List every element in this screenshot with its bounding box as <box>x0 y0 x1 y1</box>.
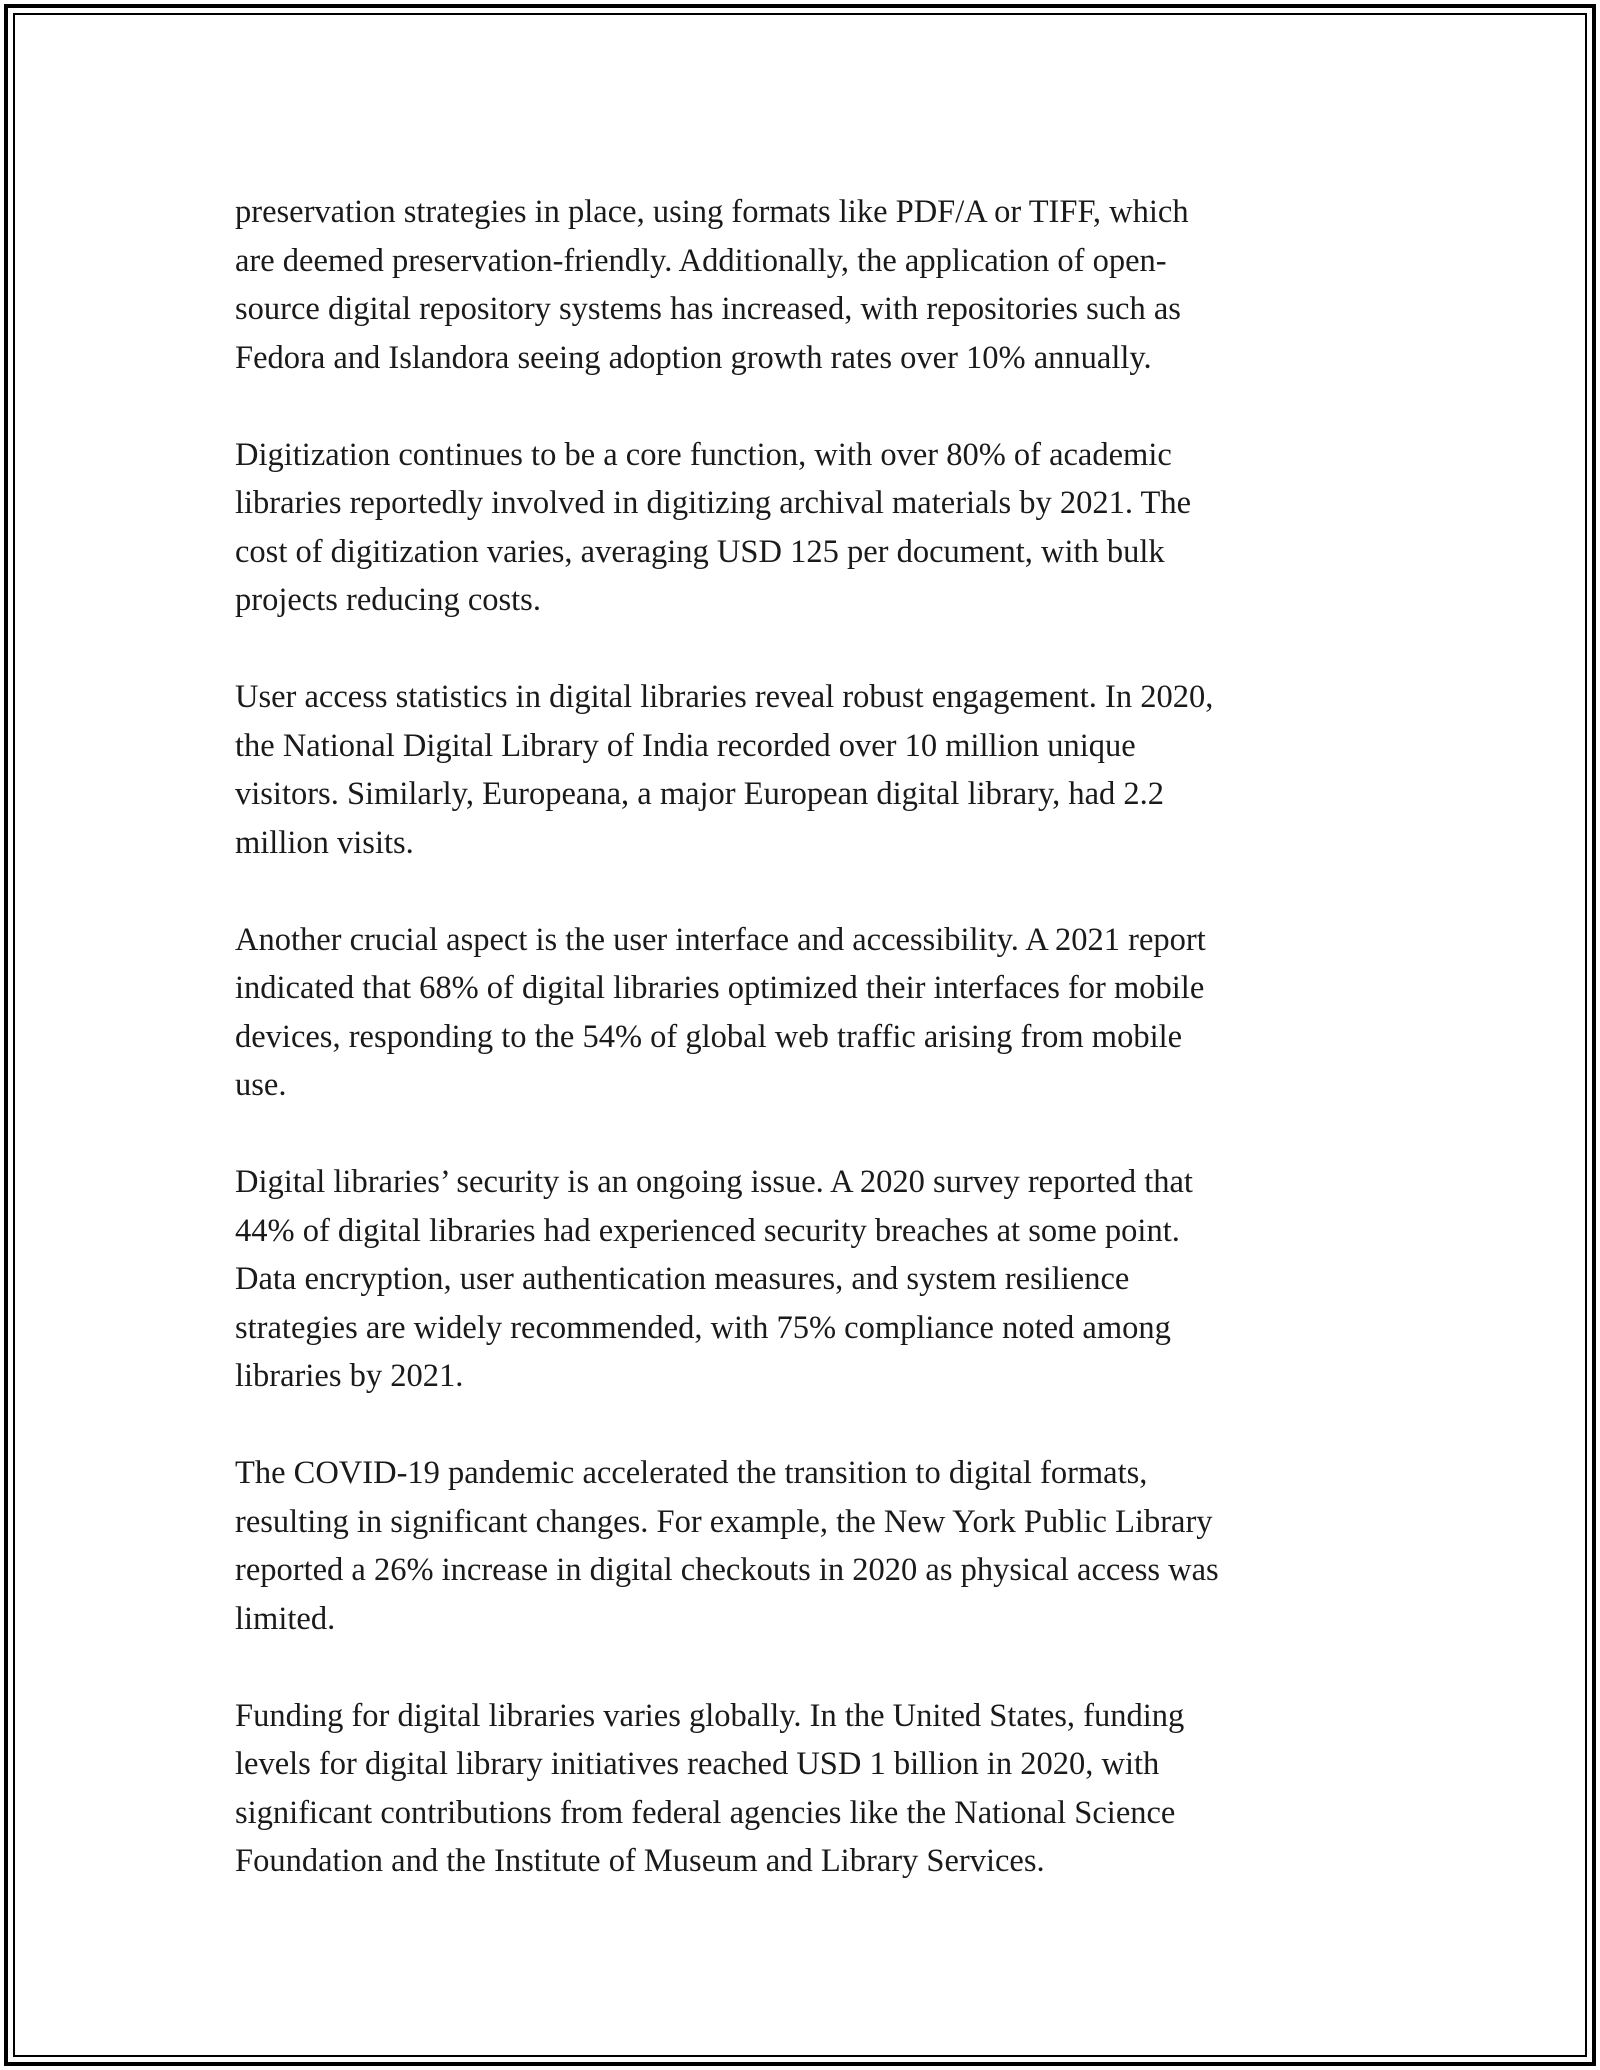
paragraph-user-access: User access statistics in digital libraries reveal robust engagement. In 2020, the National Digital Library of India recorded over 10 million unique visitors. Similarly, Europeana, a major European digital library, had 2.2 million visits. <box>235 679 1214 861</box>
paragraph-preservation-strategies: preservation strategies in place, using formats like PDF/A or TIFF, which are deemed preservation-friendly. Additionally, the application of open- source digital repository systems has increased, with repositories such as Fedora and Islandora seeing adoption growth rates over 10% annually. <box>235 194 1189 376</box>
paragraph-funding: Funding for digital libraries varies globally. In the United States, funding levels for digital library initiatives reached USD 1 billion in 2020, with significant contributions from federal agencies like the National Science Foundation and the Institute of Museum and Library Services. <box>235 1697 1185 1879</box>
paragraph-security: Digital libraries’ security is an ongoing issue. A 2020 survey reported that 44% of digital libraries had experienced security breaches at some point. Data encryption, user authentication measures, and system resilience strategies are widely recommended, with 75% compliance noted among libraries by 2021. <box>235 1164 1193 1394</box>
paragraph-user-interface: Another crucial aspect is the user interface and accessibility. A 2021 report indicated that 68% of digital libraries optimized their interfaces for mobile devices, responding to the 54% of global web traffic arising from mobile use. <box>235 921 1206 1103</box>
document-body <box>235 188 1365 1886</box>
paragraph-digitization: Digitization continues to be a core function, with over 80% of academic libraries reportedly involved in digitizing archival materials by 2021. The cost of digitization varies, averaging USD 125 per document, with bulk projects reducing costs. <box>235 436 1192 618</box>
paragraph-covid-19: The COVID-19 pandemic accelerated the transition to digital formats, resulting in significant changes. For example, the New York Public Library reported a 26% increase in digital checkouts in 2020 as physical access was limited. <box>235 1455 1219 1637</box>
